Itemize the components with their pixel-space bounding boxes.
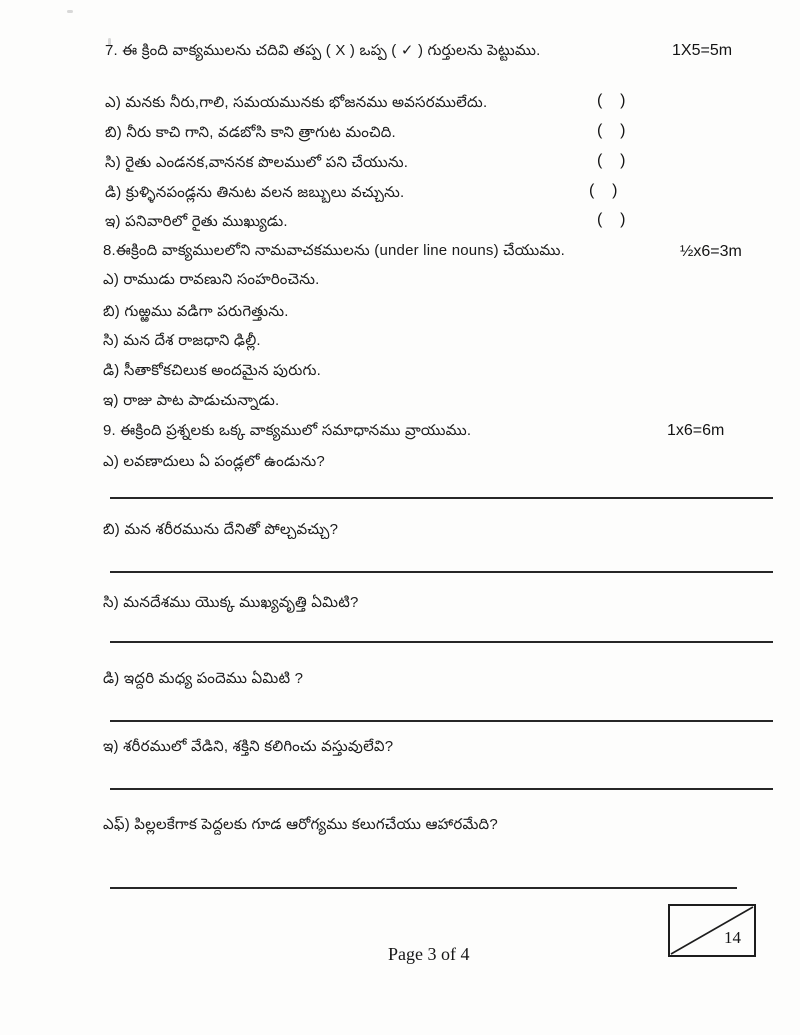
q8-item-a: ఎ) రాముడు రావణుని సంహరించెను.	[103, 271, 320, 288]
q8-item-d: డి) సీతాకోకచిలుక అందమైన పురుగు.	[103, 362, 322, 379]
answer-blank-line	[110, 887, 737, 889]
q9-item-c: సి) మనదేశము యొక్క ముఖ్యవృత్తి ఏమిటి?	[103, 594, 359, 611]
q7-item-d: డి) క్రుళ్ళినపండ్లను తినుట వలన జబ్బులు వచ్చును.	[105, 184, 405, 201]
q9-item-a: ఎ) లవణాదులు ఏ పండ్లలో ఉండును?	[103, 453, 325, 470]
q7-item-a: ఎ) మనకు నీరు,గాలి, సమయమునకు భోజనము అవసరములేదు.	[105, 94, 488, 111]
answer-blank-line	[110, 571, 773, 573]
q8-item-e: ఇ) రాజు పాట పాడుచున్నాడు.	[103, 392, 280, 409]
q7-item-b: బి) నీరు కాచి గాని, వడబోసి కాని త్రాగుట మంచిది.	[105, 124, 396, 141]
question-8-header: 8.ఈక్రింది వాక్యములలోని నామవాచకములను (under line nouns) చేయుము.	[103, 242, 566, 259]
question-9-marks: 1x6=6m	[667, 422, 725, 439]
scan-speck	[67, 10, 73, 13]
answer-blank-line	[110, 720, 773, 722]
q7-item-c: సి) రైతు ఎండనక,వాననక పొలములో పని చేయును.	[105, 154, 409, 171]
q7-item-e: ఇ) పనివారిలో రైతు ముఖ్యుడు.	[105, 213, 288, 230]
q7-answer-brackets-a: ( )	[597, 92, 626, 109]
q8-item-b: బి) గుఱ్ఱము వడిగా పరుగెత్తును.	[103, 303, 289, 320]
q7-answer-brackets-d: ( )	[589, 182, 618, 199]
score-value: 14	[724, 928, 741, 947]
q8-item-c: సి) మన దేశ రాజధాని ఢిల్లీ.	[103, 332, 261, 349]
page-number-footer: Page 3 of 4	[388, 944, 470, 964]
q7-answer-brackets-c: ( )	[597, 152, 626, 169]
answer-blank-line	[110, 641, 773, 643]
score-box-diagonal	[670, 906, 754, 955]
q9-item-b: బి) మన శరీరమును దేనితో పోల్చవచ్చు?	[103, 521, 339, 538]
q9-item-d: డి) ఇద్దరి మధ్య పందెము ఏమిటి ?	[103, 670, 304, 687]
answer-blank-line	[110, 497, 773, 499]
answer-blank-line	[110, 788, 773, 790]
q7-answer-brackets-e: ( )	[597, 211, 626, 228]
question-9-header: 9. ఈక్రింది ప్రశ్నలకు ఒక్క వాక్యములో సమాధానము వ్రాయుము.	[103, 422, 472, 439]
question-7-marks: 1X5=5m	[672, 42, 733, 59]
question-7-header: 7. ఈ క్రింది వాక్యములను చదివి తప్ప ( X ) ఒప్ప ( ✓ ) గుర్తులను పెట్టుము.	[105, 42, 541, 59]
q7-answer-brackets-b: ( )	[597, 122, 626, 139]
q9-item-f: ఎఫ్) పిల్లలకేగాక పెద్దలకు గూడ ఆరోగ్యము కలుగచేయు ఆహారమేది?	[103, 816, 498, 833]
question-8-marks: ½x6=3m	[680, 243, 742, 260]
score-box	[668, 904, 756, 957]
q9-item-e: ఇ) శరీరములో వేడిని, శక్తిని కలిగించు వస్తువులేవి?	[103, 738, 394, 755]
